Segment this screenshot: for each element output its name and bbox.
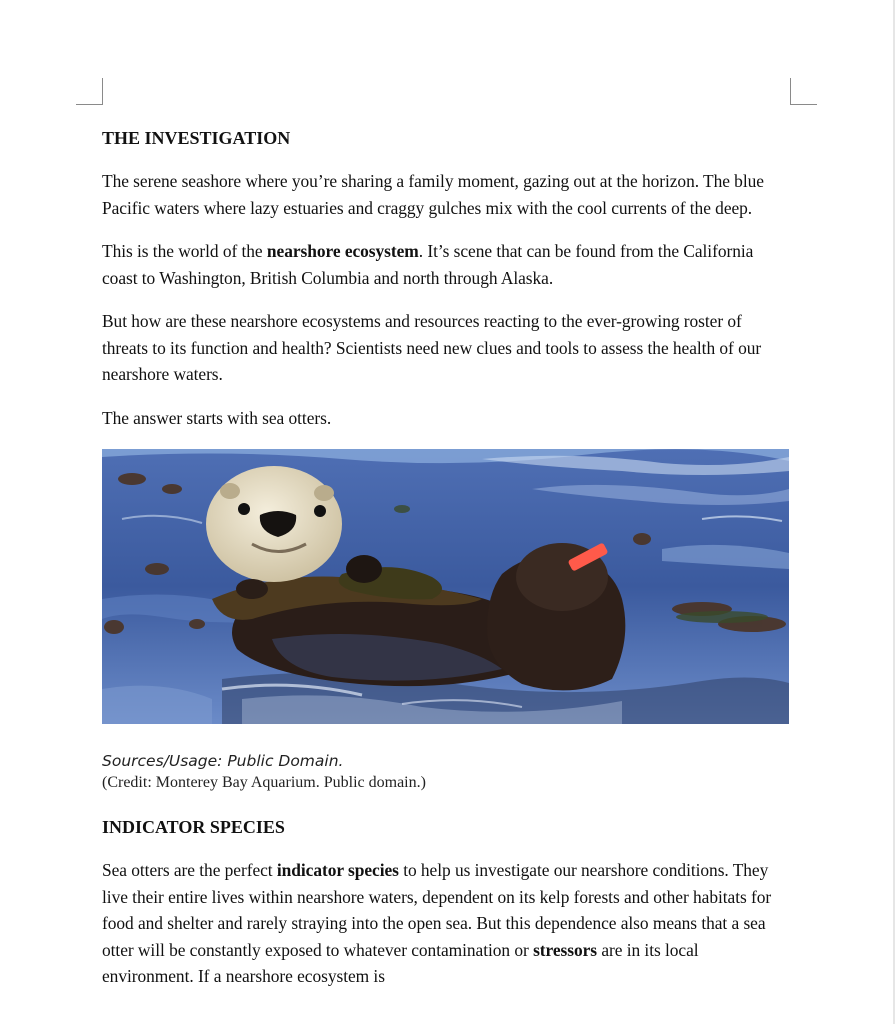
text-run: to help us investigate our nearshore conditions. They live their entire lives within nearshore waters, dependent on its kelp forests and other habitats for food and shelter and rarely straying into the open sea. But this dependence also means that a sea otter will be constantly exposed to whatever contamination or xyxy=(102,860,772,960)
text-run: . It’s scene that can be found from the California coast to Washington, British Columbia and north through Alaska. xyxy=(102,241,754,288)
text-run: This is the world of the xyxy=(102,241,267,261)
bold-term-indicator-species: indicator species xyxy=(276,860,399,880)
bold-term-stressors: stressors xyxy=(533,939,598,960)
document-body xyxy=(102,126,792,1007)
margin-corner-mark-left xyxy=(76,78,103,105)
section-heading-indicator-species: INDICATOR SPECIES xyxy=(102,817,285,837)
sea-otter-photo xyxy=(102,449,789,724)
paragraph-threats: But how are these nearshore ecosystems and resources reacting to the ever-growing roster of threats to its function and health? Scientists need new clues and tools to assess the health of our nearshore waters. xyxy=(102,311,762,384)
text-run: are in its local environment. If a nearshore ecosystem is xyxy=(102,939,699,986)
paragraph-answer: The answer starts with sea otters. xyxy=(102,407,332,428)
text-run: Sea otters are the perfect xyxy=(102,860,277,880)
figure-caption-source: Sources/Usage: Public Domain. xyxy=(102,752,344,770)
paragraph-indicator-species xyxy=(102,857,792,990)
paragraph-seashore: The serene seashore where you’re sharing a family moment, gazing out at the horizon. The blue Pacific waters where lazy estuaries and craggy gulches mix with the cool currents of the deep. xyxy=(102,171,764,218)
figure-caption-credit: (Credit: Monterey Bay Aquarium. Public domain.) xyxy=(102,774,426,791)
section-heading-investigation: THE INVESTIGATION xyxy=(102,128,291,148)
margin-corner-mark-right xyxy=(790,78,817,105)
paragraph-nearshore-world xyxy=(102,238,792,291)
sea-otter-illustration xyxy=(102,449,789,724)
bold-term-nearshore-ecosystem: nearshore ecosystem xyxy=(266,241,419,261)
